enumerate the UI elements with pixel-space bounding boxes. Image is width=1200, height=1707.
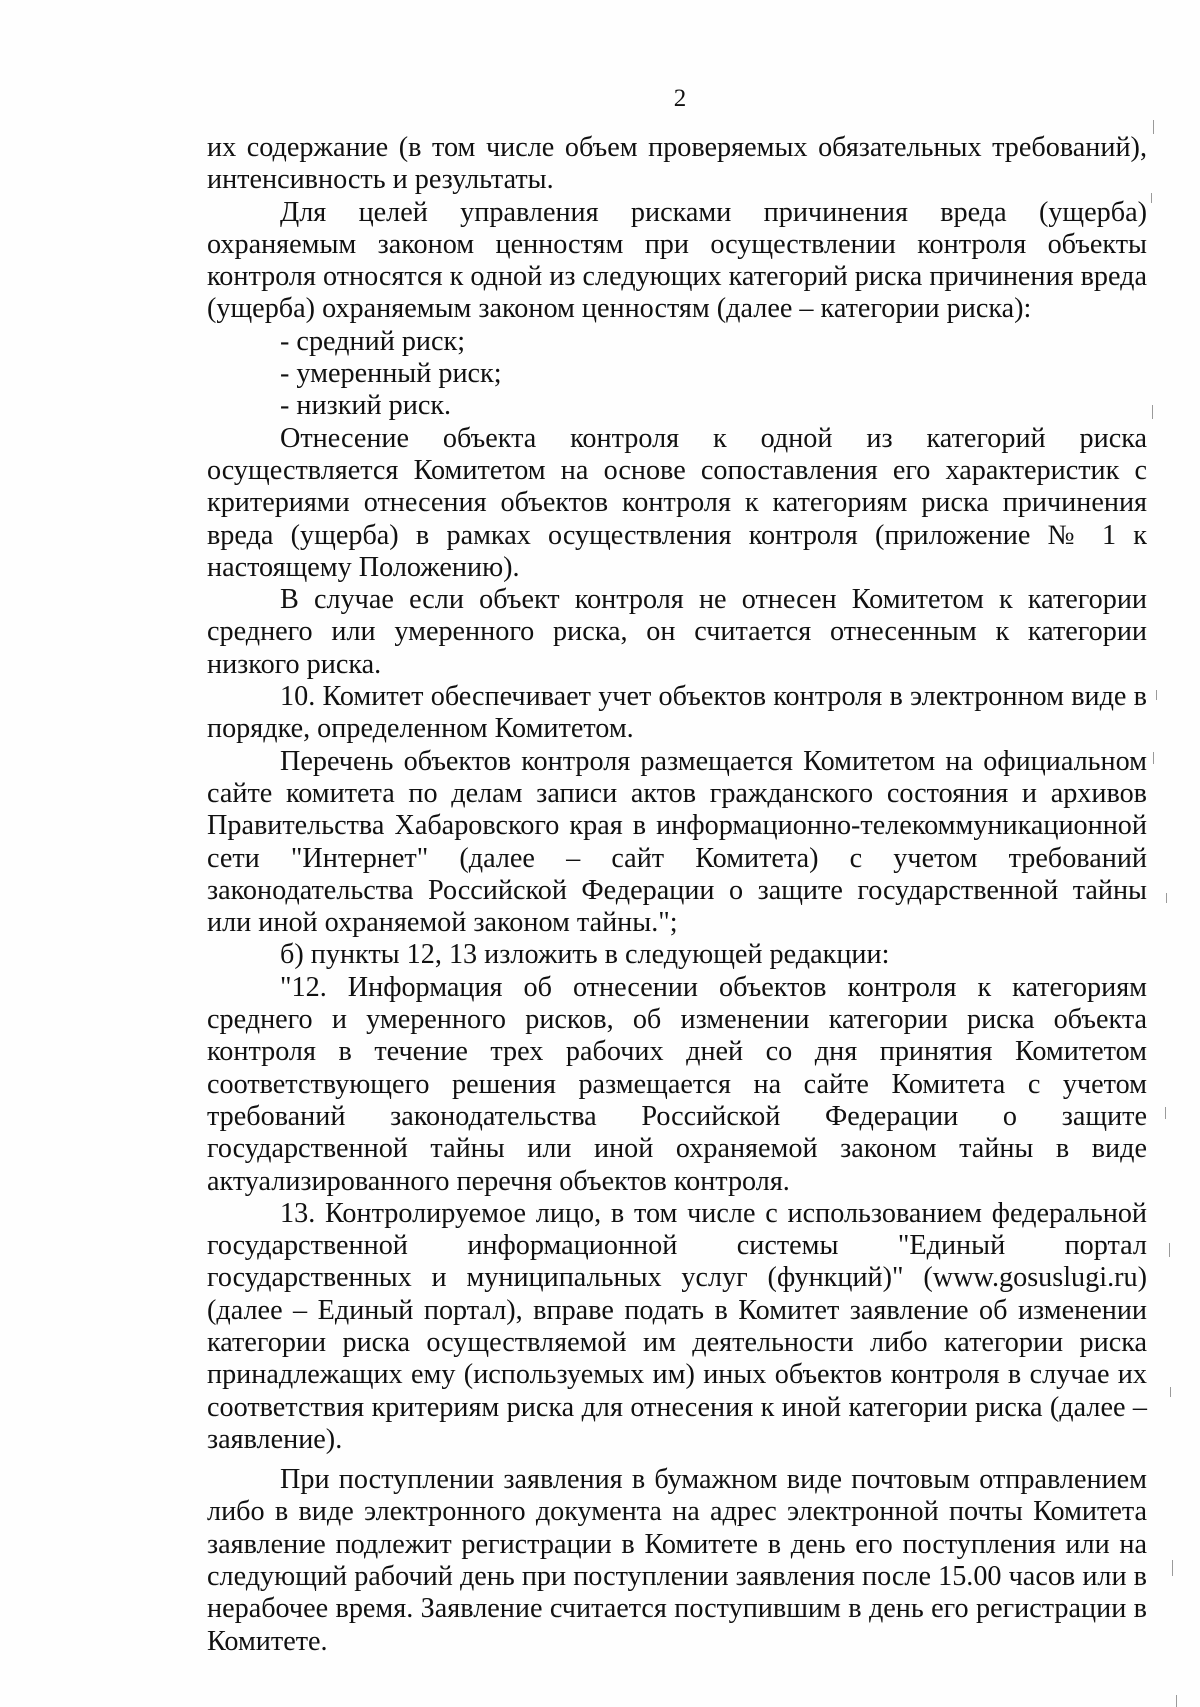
scan-edge-mark [1165,1107,1166,1119]
scan-edge-mark [1156,690,1157,700]
page-number: 2 [673,85,687,112]
list-item-medium-risk: - средний риск; [280,325,466,357]
scan-edge-mark [1169,1243,1170,1257]
scan-edge-mark [1166,893,1167,903]
paragraph-application-registration: При поступлении заявления в бумажном виде почтовым отправлением либо в виде электронного документа на адрес электронной почты Комитета заявление подлежит регистрации в Комитете в день его поступления или на следующий рабочий день при поступлении заявления после 15.00 часов или в нерабочее время. Заявление считается поступившим в день его регистрации в Комитете. [207,1464,1147,1657]
scan-edge-mark [1153,752,1154,764]
scan-edge-mark [1176,1695,1177,1707]
document-body [207,132,1147,1658]
scan-edge-mark [1153,120,1154,134]
paragraph-item-12: "12. Информация об отнесении объектов контроля к категориям среднего и умеренного рисков, об изменении категории риска объекта контроля в течение трех рабочих дней со дня принятия Комитетом соответствующего решения размещается на сайте Комитета с учетом требований законодательства Российской Федерации о защите государственной тайны или иной охраняемой законом тайны в виде актуализированного перечня объектов контроля. [207,971,1147,1197]
scan-edge-mark [1170,1387,1171,1397]
paragraph-continuation: их содержание (в том числе объем проверяемых обязательных требований), интенсивность и результаты. [207,132,1147,196]
paragraph-risk-assignment: Отнесение объекта контроля к одной из категорий риска осуществляется Комитетом на основе сопоставления его характеристик с критериями отнесения объектов контроля к категориям риска причинения вреда (ущерба) в рамках осуществления контроля (приложение № 1 к настоящему Положению). [207,422,1147,583]
paragraph-amendment-b: б) пункты 12, 13 изложить в следующей редакции: [280,939,890,971]
list-item-moderate-risk: - умеренный риск; [280,358,502,390]
scan-edge-mark [1151,193,1152,203]
paragraph-risk-categories-intro: Для целей управления рисками причинения вреда (ущерба) охраняемым законом ценностям при осуществлении контроля объекты контроля относятся к одной из следующих категорий риска причинения вреда (ущерба) охраняемым законом ценностям (далее – категории риска): [207,196,1148,325]
paragraph-default-low-risk: В случае если объект контроля не отнесен Комитетом к категории среднего или умеренного риска, он считается отнесенным к категории низкого риска. [207,584,1147,680]
paragraph-item-13: 13. Контролируемое лицо, в том числе с использованием федеральной государственной информационной системы "Единый портал государственных и муниципальных услуг (функций)" (www.gosuslugi.ru) (далее – Единый портал), вправе подать в Комитет заявление об изменении категории риска осуществляемой им деятельности либо категории риска принадлежащих ему (используемых им) иных объектов контроля в случае их соответствия критериям риска для отнесения к иной категории риска (далее – заявление). [207,1197,1147,1455]
paragraph-objects-list-publication: Перечень объектов контроля размещается Комитетом на официальном сайте комитета по делам записи актов гражданского состояния и архивов Правительства Хабаровского края в информационно-телекоммуникационной сети "Интернет" (далее – сайт Комитета) с учетом требований законодательства Российской Федерации о защите государственной тайны или иной охраняемой законом тайны."; [207,745,1147,939]
scan-edge-mark [1152,405,1153,419]
paragraph-item-10: 10. Комитет обеспечивает учет объектов контроля в электронном виде в порядке, определенном Комитетом. [207,681,1147,745]
list-item-low-risk: - низкий риск. [280,390,452,422]
scan-edge-mark [1172,1560,1173,1576]
